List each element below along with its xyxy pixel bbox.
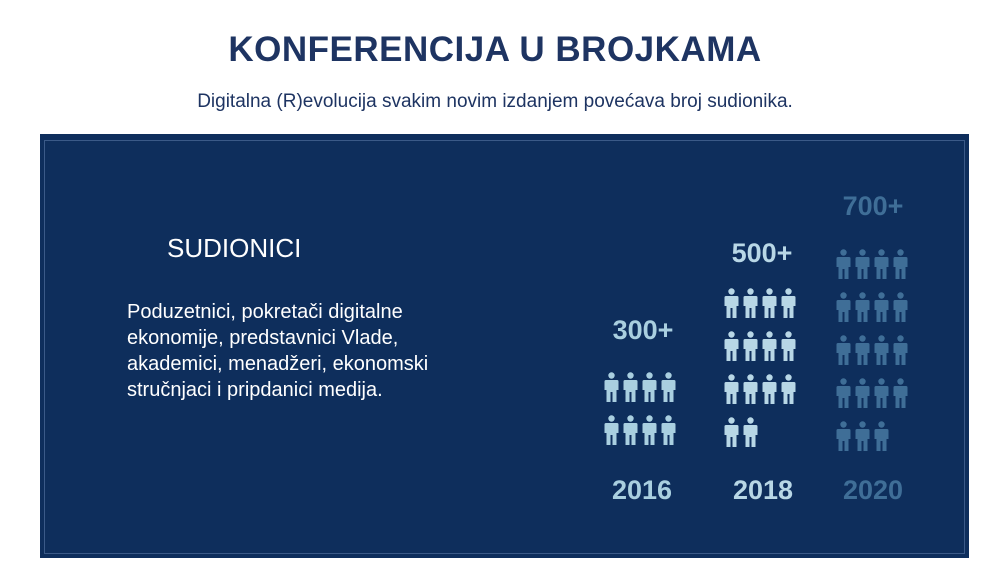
person-icon [874,335,889,365]
person-icon [724,288,739,318]
person-icon [661,372,676,402]
person-icon [743,374,758,404]
person-icon [661,415,676,445]
person-icon [743,288,758,318]
person-icon [855,335,870,365]
person-icon [874,378,889,408]
person-icon [604,372,619,402]
year-2020: 2020 [842,475,904,505]
person-icon [855,249,870,279]
section-description: Poduzetnici, pokretači digitalne ekonomije, predstavnici Vlade, akademici, menadžeri, ekonomski stručnjaci i pripdanici medija. [127,301,429,401]
person-icon [893,378,908,408]
icons-2018 [724,288,800,447]
icons-2016 [604,372,680,445]
count-2018: 500+ [731,238,793,268]
person-icon [762,374,777,404]
person-icon [893,292,908,322]
person-icon [893,335,908,365]
person-icon [623,415,638,445]
count-2020: 700+ [842,191,904,221]
person-icon [743,331,758,361]
person-icon [855,421,870,451]
person-icon [836,378,851,408]
person-icon [623,372,638,402]
person-icon [874,249,889,279]
person-icon [762,331,777,361]
page-title: KONFERENCIJA U BROJKAMA [228,30,762,69]
page-subtitle: Digitalna (R)evolucija svakim novim izdanjem povećava broj sudionika. [197,91,793,112]
count-2016: 300+ [612,315,674,345]
person-icon [874,421,889,451]
person-icon [724,331,739,361]
person-icon [642,372,657,402]
icons-2020 [836,249,912,451]
year-2016: 2016 [611,475,673,505]
person-icon [874,292,889,322]
person-icon [642,415,657,445]
person-icon [855,292,870,322]
person-icon [724,417,739,447]
person-icon [836,292,851,322]
person-icon [743,417,758,447]
person-icon [724,374,739,404]
person-icon [836,421,851,451]
person-icon [836,249,851,279]
person-icon [762,288,777,318]
year-2018: 2018 [732,475,794,505]
person-icon [855,378,870,408]
person-icon [604,415,619,445]
person-icon [781,331,796,361]
person-icon [893,249,908,279]
person-icon [836,335,851,365]
person-icon [781,374,796,404]
section-title: SUDIONICI [167,233,302,263]
person-icon [781,288,796,318]
